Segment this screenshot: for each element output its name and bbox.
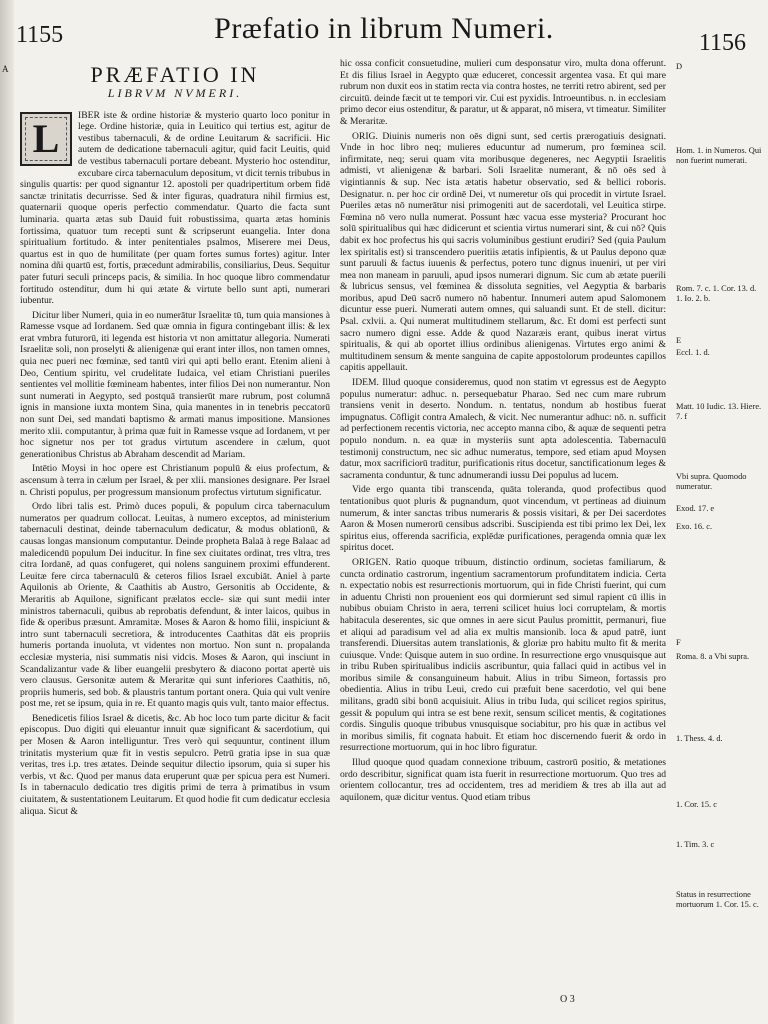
margin-letter-left: A (2, 64, 9, 74)
text-paragraph: Benedicetis filios Israel & dicetis, &c. Ab hoc loco tum parte dicitur & facit episcopus. Duo digiti qui eleuantur innuit quæ significant & sacerdotium, qui per Mosen & Aaron intelliguntur. Tres verò qui sequuntur, continent illum trinitatis mysterium quæ fit in vestis sepulcro. Petrū gratia ipse in sua quæ veritas, tres i.p. tres ætates. Deinde sequitur dilectio ipsorum, quia si super his verbis, vt &c. Quod per manus data eruperunt quæ per spicua pera est Numeri. Is in tabernaculo dedicatio tres digitis primi de terra à primatibus in vsum ciuitatem, & sustentationem Leuitarum. Et quod hodie fit cum dedicatur ecclesia aliqua. Sicut & (20, 712, 330, 817)
left-text-column (20, 58, 330, 1016)
book-spine-shadow (0, 0, 14, 1024)
text-paragraph: Dicitur liber Numeri, quia in eo numerātur Israelitæ tū, tum quia mansiones à Ramesse vsque ad Iordanem. Sed quæ omnia in figura contingebant illis: & lex erat vmbra futurorū, iti legenda est historia vt non amittatur allegoria. Numerati Israelitæ soli, non proselyti & alienigenæ qui erant inter illos, non tamen omnes, quia nec pueri nec fœminæ, sed tantū viri qui apti bello erant. Etenim alieni à Deo, Centium spiritu, vel crudelitate Iudaica, vel etiam Christiani pueriles sentientes vel mollitie fœmineam habentes, inter filios Dei non numerantur. Non sunt numerati in Aegypto, sed postquā transierūt mare rubrum, post columnā ignis in mansione iuxta montem Sina, quia manentes in in tenebris peccatorū non sunt Dei, sed mandati baptismo & armati manus impositione. Mansiones merito xlii. computantur, à prima quæ fuit in Ramesse vsque ad Iordanem, vt per hoc signetur nos per tot gradus virtutum ascendere in cælum, quot generationibus Christus ab Abraham descendit ad Mariam. (20, 309, 330, 460)
margin-note: Exo. 16. c. (676, 522, 713, 531)
page-number-right: 1156 (698, 30, 746, 56)
margin-note: 1. Tim. 3. c (676, 840, 715, 849)
margin-note: Exod. 17. e (676, 504, 715, 513)
margin-note: D (676, 62, 683, 71)
margin-note: Hom. 1. in Numeros. Qui non fuerint numerati. (676, 146, 762, 166)
text-paragraph: Vide ergo quanta tibi transcenda, quāta toleranda, quod profectibus quod tentationibus quot pluris & pugnandum, quot vincendum, vt pertineas ad diuinum numerum, & inter sanctas tribus numeraris & possis visitari, & per Dei sacerdotes Aaron & Mosen numerorū censibus adscribi. Suscipienda est tibi primo lex Dei, lex spiritus eius, offerenda sacrificia, explēdæ purificationes, peragenda omnia quæ lex spiritus docet. (340, 484, 666, 554)
margin-notes (676, 58, 764, 998)
margin-note: Rom. 7. c. 1. Cor. 13. d. 1. Io. 2. b. (676, 284, 757, 304)
preface-title: PRÆFATIO IN (90, 62, 260, 87)
margin-note: Vbi supra. Quomodo numeratur. (676, 472, 747, 492)
preface-subtitle: LIBRVM NVMERI. (107, 86, 243, 100)
text-paragraph: hic ossa conficit consuetudine, mulieri cum desponsatur viro, multa dona offerunt. Et dis filius Israel in Aegypto quæ educeret, concessit argentea vasa. Et qui mare rubrum non duxit eos in statim recta via contra hostes, ne territi retro abirent, sed per circuitū. deinde fæcit ut te tempori vir. Cui est pyxidis. Introeuntibus. n. in ecclesiam primo decor eius ostenditur, & paratur, ut & apparat, nō misera, vt timeatur. Similiter & Meraritæ. (340, 58, 666, 127)
text-paragraph: IDEM. Illud quoque consideremus, quod non statim vt egressus est de Aegypto populus numeratur: adhuc. n. persequebatur Pharao. Sed nec cum mare rubrum transiens venit in deserto. Nondum. n. tentatus, nondum ab hostibus fuerat impugnatus. Cōfligit contra Amalech, & vicit. Nec numerantur adhuc: nō. n. sufficit ad perfectionem recentis victoria, nec accepto manna cibo, & aquæ de sequenti petra populo nondum. n. ea quæ in mysteriis sunt apta adolescentia. Tabernaculū testimonij constructum, nec sic adhuc numeratus, tempore, sed etiam apud Moysen datur, mox sacrificiorū traditur, purificationis ritus docetur, sanctificationum leges & sacramenta conduntur, & tunc adnumerandi iussu Dei populus ad lucem. (340, 377, 666, 481)
margin-note: Status in resurrectione mortuorum 1. Cor. 15. c. (676, 890, 759, 910)
running-title: Præfatio in librum Numeri. (214, 12, 554, 45)
margin-note: Roma. 8. a Vbi supra. (676, 652, 750, 661)
margin-note: 1. Thess. 4. d. (676, 734, 723, 743)
text-paragraph: IBER iste & ordine historiæ & mysterio quarto loco ponitur in lege. Ordine historiæ, quia in Leuitico qui tertius est, agitur de vestibus tabernaculi, & de ordine Leuitarum & sacrificii. Hic autem de dedicatione tabernaculi agitur, quid facit Leuitis, quid de vestibus tabernaculi portare debeant. Mysterio hoc ostenditur, excubare circa tabernaculum depositum, vt dicit ternis tribubus in singulis quartis: per quod signantur 12. apostoli per quadripertitum orbem fidē sanctæ trinitatis decurrisse. Sed & inter figuras, quadratura nihil firmius est, quaternarii quoque operis perfectio commendatur. Quarto die facta sunt luminaria. quarta ætas sub Dauid fuit robustissima, quarta ætas hominis fortissima, quatuor tum recepti sunt & scripserunt euangelia. Inter dona spiritualium fortitudo. & inter penitentiales psalmos, Miserere mei Deus, quartus est in quo de humilitate (per quam fortes sumus fortes) agitur. Inter nomina dñi quartū est, fortis, præcedunt admirabilis, consiliarius, Deus. Sequitur pater futuri seculi princeps pacis, & similia. In hoc quoque libro commendatur fortitudo ostenditur, dum hi qui ætate & virtute bello sunt apti, numerari iubentur. (20, 109, 330, 307)
margin-note: E (676, 336, 682, 345)
text-paragraph: ORIGEN. Ratio quoque tribuum, distinctio ordinum, societas familiarum, & cuncta ordinatio castrorum, ingentium sacramentorum profunditatem indicia. Certa n. expectatio nobis est resurrectionis mortuorum, qui in fide Christi fuerint, qui cum in aduentu Christi non prouenient eos qui dormierunt sed simul rapient cū illis in nubibus obuiam Christo in aera, terreni scilicet huius loci corruptelam, & mortis habitacula deserentes, sic que omnes in aere sicut Paulus promittit, permanuri, fiue et aliqui ad paradisum vel ad alia ex multis mansionib. loca & apud patrē, iunt transferendi. Diuersitas autem translationis, & gloriæ pro habitu multo fit & merita cuiusque. Vnde: Quisque autem in suo ordine. In resurrectione ergo vnusquisque aut in tribu Ruben spiritualibus indiciis ascribuntur, quia fallaci quid in actibus vel in moribus simile & consanguineum habuit. Alius in tribu Simeon, fortassis pro obedientia. Alius in tribu Leui, credo cui præfuit bene sacerdotio, vel qui bene militans, gradū sibi bonū acquisiuit. Alius in tribu Iuda, qui scilicet regios spiritus, gessit & populum qui intra se est bene rexit, sensum scilicet mentis, & cogitationes cordis. Singulis quoque tribubus vnusquisque sociabitur, pro his quæ in actibus vel in moribus similis, fit cognata habuit. Et etiam hoc discernendo fuerit & ordo in resurrectione mortuorum, qui in hoc libro figuratur. (340, 556, 666, 754)
decorated-initial: L (20, 112, 72, 166)
text-paragraph: ORIG. Diuinis numeris non oēs digni sunt, sed certis prærogatiuis designati. Vnde in hoc libro neq; mulieres educuntur ad numerum, pro fœminea scil. infirmitate, neq; serui quam vita moribusque degeneres, nec Aegyptii Israelitis admisti, vt alienigenæ & barbari. Soli Israelitæ numerant, & nō oēs sed à vigintiannis & sup. Nec ista ætatis habetur observatio, sed & bellici roboris. Designatur. n. per hoc cir ordinē Dei, vt numeretur oīs qui procedit in virtute Israel. Pueriles ætas nō numerātur nisi primogeniti aut de sacerdotali, vel Leuitica stirpe. Fœmina nō vero nulla numerat. Possunt hæc vacua esse mysteria? Procurant hoc solū spiritualibus qui hæc didicerunt et scientia virtus numerari sint, & cui nō? Quis dabit ex hoc profectus his qui sacris voluminibus gestiunt erudiri? Sed (quia Paulum lex spiritalis est) si transcendero pueritiis ætatis infipientis, & ut Paulus depono quæ sunt paruuli & factus iuuenis & perfectus, potero tunc dignus inueniri, ut per viri mea non maneam in paruuli, apud ipsos numerari dignum. Sic cum ab ætate puerili & lubricus sensus, vel fœminea & dissoluta segnities, vel Aegyptia & barbaris moribus, apud Deū sacrō numero nō habentur. Innumeri autem apud Salomonem dicuntur esse pueri. Numerati autem omnes, qui saluandi sunt. Et de stell. dicitur: Psal. cxlvii. a. Qui numerat multitudinem stellarum, &c. Et domi est perfecti sunt sacro numero digni esse. Adde & quod Nazaræis erant, quibus inerat virtus spiritualis, & qui ab oportet illius ordinibus alienigenas. Virtutes ergo animi & multitudinem sensum & mente sanguina de capite appostolorum prodeuntes capillos capitis appellauit. (340, 130, 666, 374)
margin-note: F (676, 638, 681, 647)
text-paragraph: Ordo libri talis est. Primò duces populi, & populum circa tabernaculum numeratos per quadrum collocat. Leuitas, à numero exceptos, ad ministerium tabernaculi destinat, deinde tabernaculum dedicatur, & modus oblationū, & causas longas mansionum computantur. Deinde propheta Balaā à rege Balaac ad maledicendū populum Dei inducitur. In fine sex ciuitates ordinat, tres vltra, tres citra Iordanē, ad quas confugeret, qui nolens sanguinem proximi effunderent. Leuitæ fere circa tabernaculū & ceteros filios Israel excubiāt. Aniel à parte Aquilonis ab Oriente, & Caathitis ab Austro, Gersonitis ab Occidente, & Meraritis ab Aquilone, significant prælatos eccle- siæ qui sunt medii inter ministros tabernaculi, quibus ab reprobatis defendunt, & inter laicos, quibus in fide & operibus præsunt. Amramitæ. Moses & Aaron & homo filii, inspiciunt & intro sunt tabernaculi secretiora, & introducentes Caathitas dāt eis propriis humeris portanda inuoluta, vt videntes non mortuo. Non sunt n. propalanda ecclesiæ mysteria, nisi summatis nisi vidcis. Moses & Aaron, qui insciunt in Scandalizantur vade & liber euangelii presbytero & diacono portat apertè uis vero clausus. Gersonitæ autem & Meraritæ qui sunt inferiores Caathitis, nō, propriis humeris, sed bob. & plaustris tantum portant onera. Quia qui vult venire post me, ret se ipsum, quia in re. Et quanto magis quis vult, tanto maior effectus. (20, 501, 330, 710)
text-paragraph: Intētio Moysi in hoc opere est Christianum populū & eius profectum, & ascensum à terra in cælum per Israel, & per xlii. mansiones designare. Per Israel n. Christi populus, per progressum mansionum profectus virtutum significatur. (20, 463, 330, 498)
catchword: O 3 (560, 994, 575, 1005)
preface-title-block (20, 62, 330, 100)
right-text-column (340, 58, 666, 1016)
margin-note: Eccl. 1. d. (676, 348, 710, 357)
page-number-left: 1155 (16, 22, 64, 48)
text-paragraph: Illud quoque quod quadam connexione tribuum, castrorū positio, & metationes ordo describitur, significat quam ista fuerit in resurrectione mortuorum. Quo tres ad orientem collocantur, tres ad occidentem, tres ad meridiem & tres ab illa aut ad aquilonem, quæ dicitur ventus. Quod etiam tribus (340, 757, 666, 803)
margin-note: Matt. 10 Iudic. 13. Hiere. 7. f (676, 402, 762, 422)
margin-note: 1. Cor. 15. c (676, 800, 717, 809)
